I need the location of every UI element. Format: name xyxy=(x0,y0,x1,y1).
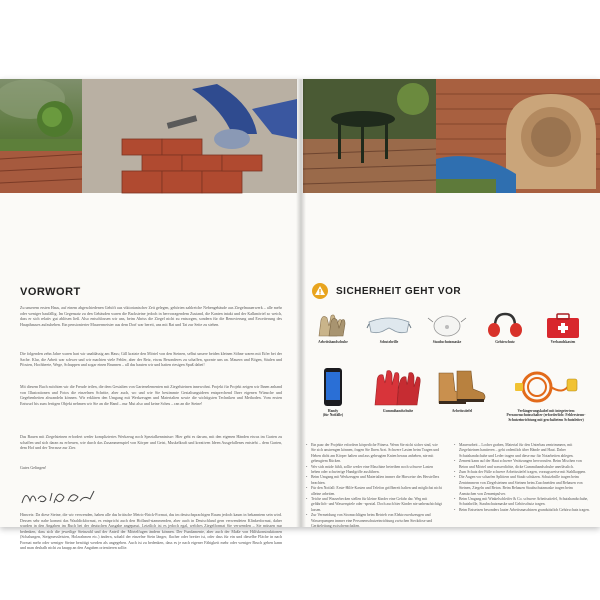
item-label: Schutzbrille xyxy=(379,340,399,344)
list-item: • Beim Umgang mit Werkzeugen und Materialien immer die Hinweise des Herstellers beachten. xyxy=(306,475,442,486)
item-label: Staubschutzmaske xyxy=(432,340,462,344)
topiary-garden-image xyxy=(0,79,82,193)
ear-protection-icon xyxy=(487,312,523,338)
note-paragraph: Hinweis: Da diese Steine, die wir verwenden, haben alle das britische Metric-Brick-Format, das im deutschsprachigen Raum jedoch kaum in bekanntem sein wird. Dessen sehr nahe kommt das Waaldickformat, es entspricht auch den Holland-stammenden, aber auch in Deutschland gern verwendeten Klinkerformat, daher wurden in den Angaben im Buch bei der deutschen Ausgabe angepasst. Letztlich ist es jedoch egal, welches Ziegelformat Sie verwenden – Sie müssen nur bedenken, dass sich die jeweilige Steinzahl und der Anteil der Mörtelfugen ändern können. Der Fundamente, aber auch der Maße von Hilfskonstruktionen (Schalungen, Steigmessleisten, Holzrahmen etc.) ändern, sobald der einzelne Stein länger, flacher oder breiter ist, oder dass für ein und dieselbe Fläche in nach Format mehr oder weniger Steine benötigt werden als angegeben. Auch ist zu bedenken, dass es je nach eigener Fähigkeit mehr oder weniger Bruch geben kann und man deshalb nicht zu knapp an den Angaben orientieren sollte. xyxy=(20,512,282,550)
list-item: • Zement kann auf der Haut schwere Verätzungen hervorrufen. Beim Mischen von Beton und Mörtel und wasserdichte, dicke Gummihandschuhe unerlässlich. xyxy=(454,459,590,470)
safety-header xyxy=(312,282,461,300)
vorwort-heading: VORWORT xyxy=(20,286,81,298)
second-paragraph: Die folgenden zehn Jahre waren hart wir unablässig am Haus; Gill kratzte den Mörtel von den Steinen, selbst unsere beiden kleinen Söhne waren mit Eifer bei der Sache. Klar, die Arbeit war schwer und wir machten viele Fehler, aber der Reiz, etwas Besonderes zu schaffen, spornte uns an. Mauern und Bögen, Säulen und Pfosten, Hochbeete, Wege, Schuppen und sogar einen Brunnen – all das bauten wir und hatten riesigen Spaß dabei! xyxy=(20,351,282,367)
first-aid-kit-icon xyxy=(543,312,583,338)
gloves-icon xyxy=(315,312,351,338)
left-page xyxy=(0,193,296,550)
list-item: • Beim Umgang mit Winkelschleifer & Co. schwere Arbeitsstiefel, Schutzhandschuhe, Schutzbrille, Staubschutzmaske und Gehörschutz tragen. xyxy=(454,497,590,508)
item-label: Verbandskasten xyxy=(550,340,576,344)
photo-brick-oven xyxy=(436,79,600,193)
item-safety-goggles xyxy=(360,312,418,344)
item-mobile-phone xyxy=(304,367,362,418)
item-first-aid-kit xyxy=(534,312,592,344)
signature-text: Alan & Gill xyxy=(20,506,25,507)
list-item: • Teiche und Wasserbecken stellen für kleine Kinder eine Gefahr dar. Weg mit gefährlich- und Wasserspiele oder -spezial. Doch auch hier Kinder nie unbeaufsichtigt lassen. xyxy=(306,497,442,513)
intro-paragraph: Zu unserem ersten Haus, auf einem abgeschiedenen Gehöft aus viktorianischer Zeit gelegen, gehörten zahlreiche Nebengebäude aus Ziegelmauerwerk – alle mehr oder weniger baufällig. Im Gegensatz zu den Gebäuden waren die Backsteine jedoch in hervorragendem Zustand, die Kanten intakt und der Kalkmörtel so weich, dass er sich relativ gut ablösen ließ. Also entschlossen wir uns, beim Abriss die Ziegel nicht zu entsorgen, sondern für die Renovierung und Erweiterung des Haupthauses aufzuheben. Ein pensionierter Maurermeister aus dem Dorf war bereit, uns mit Rat und Tat zur Seite zu stehen. xyxy=(20,305,282,327)
item-label-line2: Personenschutzschalter (erforderlich: Fehlerstrom-Schutzeinrichtung mit geschaltetem Schutzleiter) xyxy=(506,413,586,422)
item-label-line1: Verlängerungskabel mit integriertem xyxy=(517,409,575,413)
list-item: • Die Augen vor scharfen Splittern und Staub schützen. Schutzbrille tragen beim Zentrimmern von Ziegelsteinen und Steinen beim Zuschneiden und Behauen von Steinen, Ziegeln und Beton. Beim Behauen Staubschutzmaske tragen beim Anmischen von Zementpulver. xyxy=(454,475,590,497)
right-page xyxy=(306,193,600,527)
item-label-line2: (für Notfälle) xyxy=(322,413,344,418)
safety-goggles-icon xyxy=(367,312,411,338)
brick-oven-arch-image xyxy=(436,79,600,193)
third-paragraph: Mit diesem Buch möchten wir die Freude teilen, die dem Gestalten von Gartenelementen mit Ziegelsteinen innewohnt. Projekt für Projekt zeigen wir Ihnen anhand von Illustrationen und Fotos die einzelnen Schritte, aber auch, wo und wie Sie bestimmte Gestaltungsideen entsprechend Ihrer eigenen Wünsche und Gegebenheiten abwandeln können. Wir erklären den Umgang mit Werkzeugen und Materialien sowie die wichtigsten Techniken und Methoden. Vom ersten Entwurf bis zum fertigen Objekt nehmen wir Sie an die Hand – nur Mut also und keine Scheu – ran an die Steine! xyxy=(20,384,282,406)
photo-topiary-garden xyxy=(0,79,82,193)
list-item: • Zur Vermeidung von Stromschlägen beim Betrieb von Elektrowerkzeugen und Wasserpumpen immer eine Personenschutzeinrichtung zwischen Steckdose und Geräteleitung zwischenschalten. xyxy=(306,513,442,529)
closing-line: Gutes Gelingen! xyxy=(20,465,47,470)
rubber-gloves-icon xyxy=(371,367,425,407)
item-label: Arbeitsstiefel xyxy=(451,409,473,413)
list-item: • Wer sich müde fühlt, sollte weder eine Maschine betreiben noch schwere Lasten heben oder schwierige Handgriffe ausführen. xyxy=(306,465,442,476)
item-work-boots xyxy=(432,367,492,413)
list-item: • Mauerarbeit – Locher graben, Material für den Unterbau zentrimmern, mit Ziegelsteinen hantieren – geht ordentlich über Hände und Haut. Daher Schutzhandschuhe und Leder tragen und diese nur für Notarbeiten ablegen. xyxy=(454,443,590,459)
item-label: Gummihandschuhe xyxy=(382,409,414,413)
item-work-gloves xyxy=(304,312,362,344)
warning-icon xyxy=(312,283,328,299)
fourth-paragraph: Das Bauen mit Ziegelsteinen erfordert weder kompliziertes Werkzeug noch Spezialkenntnisse: Hier geht es darum, mit den eigenen Händen etwas im Garten zu schaffen und sich daran zu erfreuen, wie durch das Zusammenspiel von Körper und Geist, Muskelkraft und kreativen Ideen Ausgefallenes entsteht – dem Garten, dem Hof und der Terrasse zur Zier. xyxy=(20,434,282,450)
photo-garden-table xyxy=(303,79,436,193)
book-gutter xyxy=(296,79,306,527)
safety-bullets-left xyxy=(306,443,442,530)
list-item: • Ein paar der Projekte erfordern körperliche Fitness. Wenn Sie nicht sicher sind, wie Sie sich anstrengen können, fragen Sie Ihren Arzt. Schwere Lasten beim Tragen und Heben dicht am Körper halten und aus gebeugten Knien heraus anheben, nie mit gebeugtem Rücken. xyxy=(306,443,442,465)
dust-mask-icon xyxy=(427,312,467,338)
safety-bullets-right xyxy=(454,443,590,513)
item-label-line1: Handy xyxy=(327,409,339,413)
item-dust-mask xyxy=(418,312,476,344)
item-rubber-gloves xyxy=(368,367,428,413)
item-label: Arbeitshandschuhe xyxy=(318,340,348,344)
item-ear-protection xyxy=(476,312,534,344)
garden-table-image xyxy=(303,79,436,193)
work-boots-icon xyxy=(435,367,489,407)
list-item: • Zum Schutz der Füße schwere Arbeitsstiefel tragen, vorzugsweise mit Stahlkappen. xyxy=(454,470,590,475)
list-item: • Für den Notfall: Erste-Hilfe-Kasten und Telefon griffbereit halten und möglichst nicht alleine arbeiten. xyxy=(306,486,442,497)
extension-cable-icon xyxy=(511,367,581,407)
list-item: • Beim Entsetzen besonders lauter Arbeitsmaschinen grundsätzlich Gehörschutz tragen. xyxy=(454,508,590,513)
handwritten-signature xyxy=(20,485,100,507)
item-extension-cable xyxy=(498,367,594,422)
safety-heading: SICHERHEIT GEHT VOR xyxy=(336,285,462,297)
bricklaying-hands-image xyxy=(82,79,297,193)
book-spread xyxy=(0,79,600,550)
mobile-phone-icon xyxy=(321,367,345,407)
photo-bricklaying xyxy=(82,79,297,193)
item-label: Gehörschutz xyxy=(495,340,515,344)
